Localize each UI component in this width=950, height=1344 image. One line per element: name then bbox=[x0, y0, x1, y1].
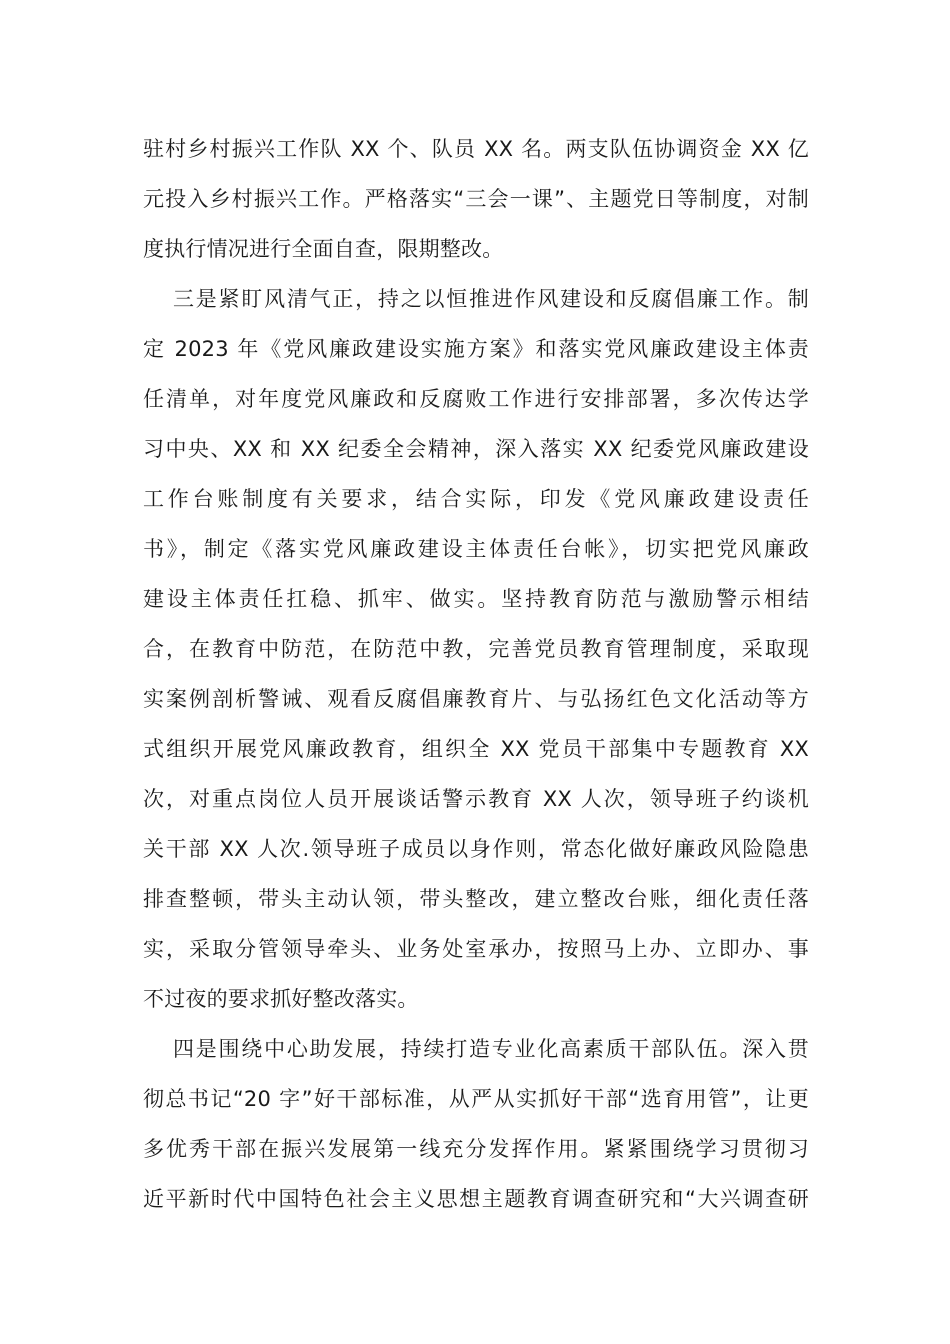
paragraph-2 bbox=[143, 274, 809, 1024]
text-line: 关干部 XX 人次.领导班子成员以身作则，常态化做好廉政风险隐患 bbox=[143, 837, 809, 861]
text-line: 建设主体责任扛稳、抓牢、做实。坚持教育防范与激励警示相结 bbox=[143, 587, 809, 611]
text-line: 四是围绕中心助发展，持续打造专业化高素质干部队伍。深入贯 bbox=[173, 1037, 809, 1061]
document-body bbox=[143, 124, 809, 1224]
text-line: 排查整顿，带头主动认领，带头整改，建立整改台账，细化责任落 bbox=[143, 887, 809, 911]
text-line: 近平新时代中国特色社会主义思想主题教育调查研究和“大兴调查研 bbox=[143, 1187, 809, 1211]
text-line: 合，在教育中防范，在防范中教，完善党员教育管理制度，采取现 bbox=[143, 637, 809, 661]
text-line: 书》，制定《落实党风廉政建设主体责任台帐》，切实把党风廉政 bbox=[143, 537, 809, 561]
text-line: 驻村乡村振兴工作队 XX 个、队员 XX 名。两支队伍协调资金 XX 亿 bbox=[143, 137, 809, 161]
paragraph-1 bbox=[143, 124, 809, 274]
text-line: 实，采取分管领导牵头、业务处室承办，按照马上办、立即办、事 bbox=[143, 937, 809, 961]
text-line: 度执行情况进行全面自查，限期整改。 bbox=[143, 237, 504, 261]
text-line: 多优秀干部在振兴发展第一线充分发挥作用。紧紧围绕学习贯彻习 bbox=[143, 1137, 809, 1161]
text-line: 任清单，对年度党风廉政和反腐败工作进行安排部署，多次传达学 bbox=[143, 387, 809, 411]
text-line: 不过夜的要求抓好整改落实。 bbox=[143, 987, 419, 1011]
text-line: 次，对重点岗位人员开展谈话警示教育 XX 人次，领导班子约谈机 bbox=[143, 787, 809, 811]
text-line: 习中央、XX 和 XX 纪委全会精神，深入落实 XX 纪委党风廉政建设 bbox=[143, 437, 809, 461]
text-line: 元投入乡村振兴工作。严格落实“三会一课”、主题党日等制度，对制 bbox=[143, 187, 809, 211]
text-line: 三是紧盯风清气正，持之以恒推进作风建设和反腐倡廉工作。制 bbox=[173, 287, 809, 311]
text-line: 工作台账制度有关要求，结合实际，印发《党风廉政建设责任 bbox=[143, 487, 809, 511]
text-line: 式组织开展党风廉政教育，组织全 XX 党员干部集中专题教育 XX bbox=[143, 737, 809, 761]
text-line: 定 2023 年《党风廉政建设实施方案》和落实党风廉政建设主体责 bbox=[143, 337, 809, 361]
paragraph-3 bbox=[143, 1024, 809, 1224]
text-line: 实案例剖析警诫、观看反腐倡廉教育片、与弘扬红色文化活动等方 bbox=[143, 687, 809, 711]
text-line: 彻总书记“20 字”好干部标准，从严从实抓好干部“选育用管”，让更 bbox=[143, 1087, 809, 1111]
